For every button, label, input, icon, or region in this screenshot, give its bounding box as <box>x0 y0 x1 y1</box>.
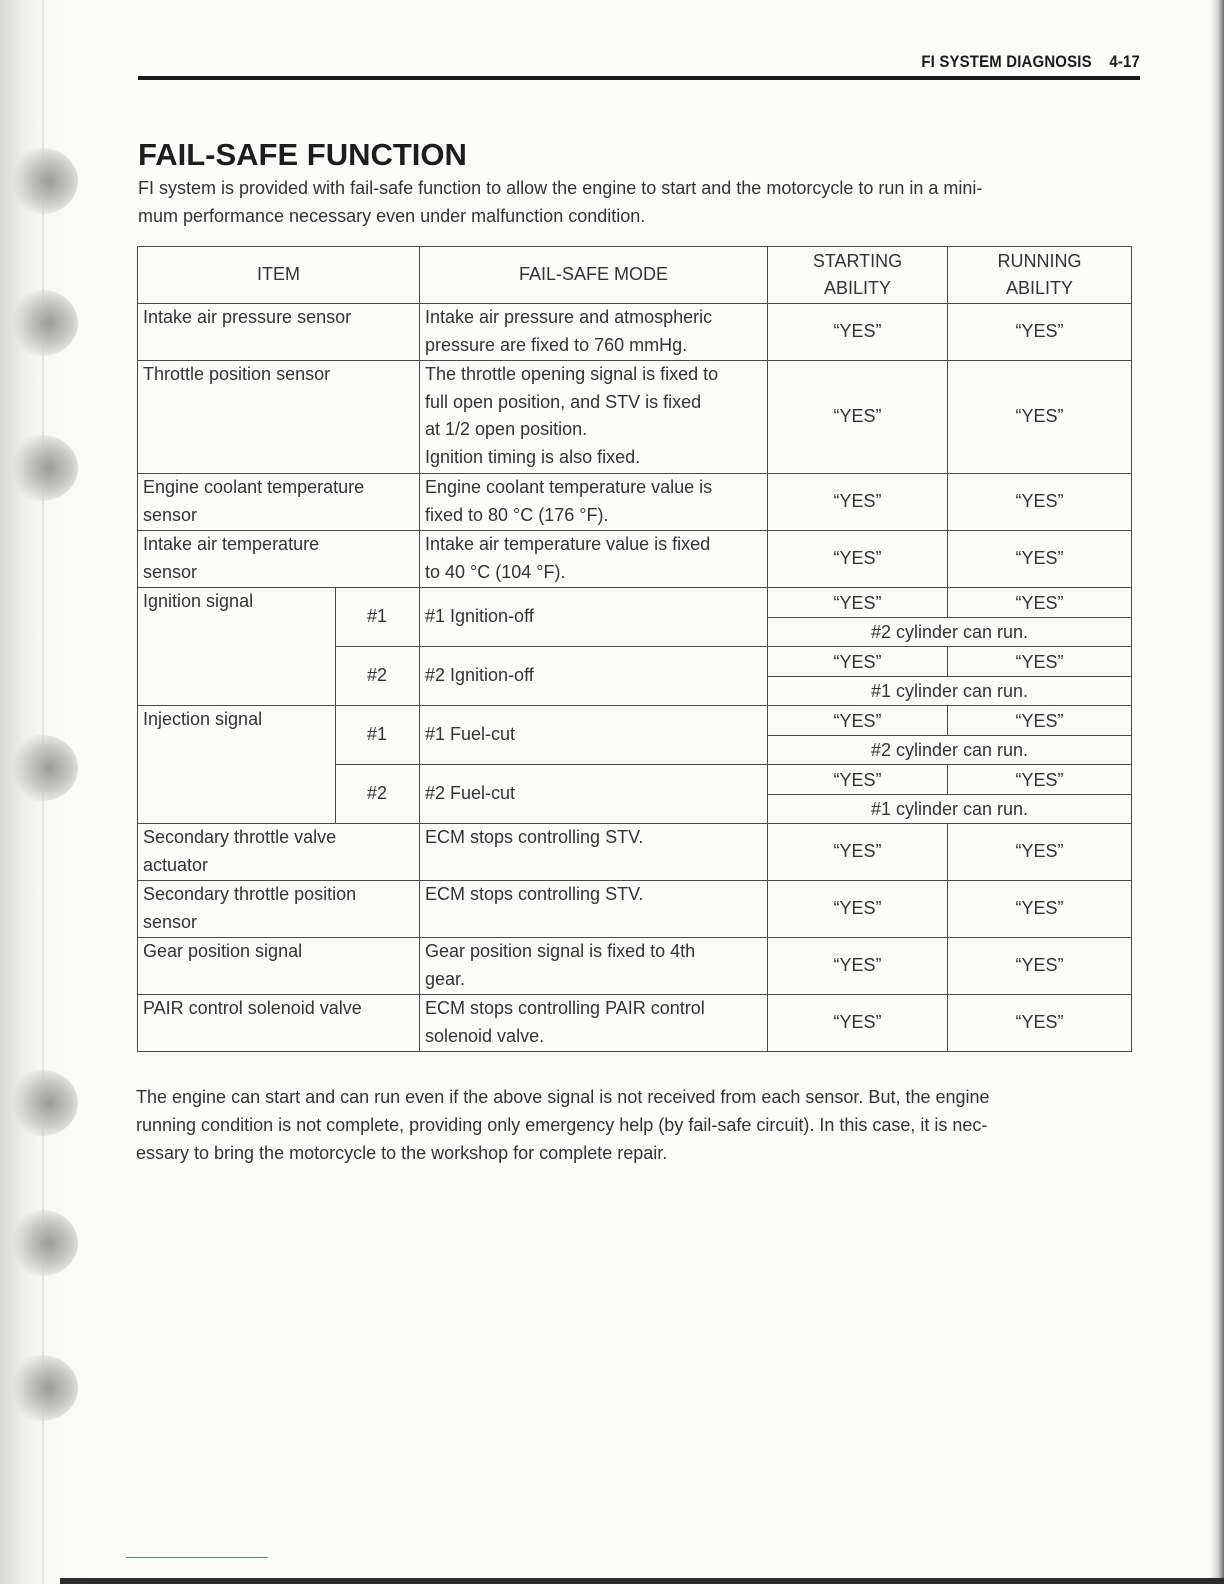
header-running-ability <box>948 247 1132 304</box>
table-row <box>138 588 1132 618</box>
item-cell <box>138 881 420 938</box>
starting-ability-cell: “YES” <box>768 765 948 795</box>
mode-text: pressure are fixed to 760 mmHg. <box>425 334 688 355</box>
mode-text: gear. <box>425 968 466 989</box>
sub-number-cell: #1 <box>336 706 420 765</box>
mode-text: to 40 °C (104 °F). <box>425 561 566 582</box>
running-ability-cell: “YES” <box>948 588 1132 618</box>
mode-text: The throttle opening signal is fixed to <box>425 364 719 384</box>
mode-text: solenoid valve. <box>425 1025 545 1046</box>
mode-cell: #2 Ignition-off <box>420 647 768 706</box>
binder-ring-hole <box>6 435 78 501</box>
mode-cell: #1 Fuel-cut <box>420 706 768 765</box>
mode-cell <box>420 474 768 531</box>
starting-ability-cell: “YES” <box>768 361 948 474</box>
mode-text: ECM stops controlling STV. <box>425 827 644 847</box>
mode-text: ECM stops controlling PAIR control <box>425 998 705 1018</box>
table-row <box>138 361 1132 474</box>
header-section: FI SYSTEM DIAGNOSIS <box>921 52 1092 71</box>
intro-paragraph <box>138 174 1138 230</box>
item-text: PAIR control solenoid valve <box>143 998 362 1018</box>
table-row <box>138 304 1132 361</box>
closing-line: essary to bring the motorcycle to the workshop for complete repair. <box>136 1143 668 1163</box>
starting-ability-cell: “YES” <box>768 824 948 881</box>
mode-cell <box>420 995 768 1052</box>
running-ability-cell: “YES” <box>948 304 1132 361</box>
running-ability-cell: “YES” <box>948 881 1132 938</box>
item-text: Intake air pressure sensor <box>143 307 352 327</box>
header-item: ITEM <box>138 247 420 304</box>
mode-text: Intake air pressure and atmospheric <box>425 307 713 327</box>
intro-line: FI system is provided with fail-safe function to allow the engine to start and the motorcycle to run in a mini- <box>138 178 983 198</box>
item-text: Secondary throttle valve <box>143 827 337 847</box>
mode-text: Ignition timing is also fixed. <box>425 446 641 467</box>
item-cell: Ignition signal <box>138 588 336 706</box>
mode-cell: #2 Fuel-cut <box>420 765 768 824</box>
item-cell <box>138 304 420 361</box>
running-ability-cell: “YES” <box>948 938 1132 995</box>
header-starting-line: ABILITY <box>823 278 892 298</box>
page-bottom-edge <box>60 1578 1224 1584</box>
mode-cell <box>420 531 768 588</box>
item-text: Gear position signal <box>143 941 303 961</box>
closing-line: The engine can start and can run even if the above signal is not received from each sensor. But, the engine <box>136 1087 990 1107</box>
starting-ability-cell: “YES” <box>768 474 948 531</box>
starting-ability-cell: “YES” <box>768 938 948 995</box>
item-text: actuator <box>143 854 209 875</box>
intro-line: mum performance necessary even under malfunction condition. <box>138 206 646 226</box>
closing-paragraph <box>136 1083 1136 1167</box>
cylinder-note-cell: #2 cylinder can run. <box>768 618 1132 647</box>
fail-safe-table <box>137 246 1132 1052</box>
item-cell <box>138 531 420 588</box>
header-starting-ability <box>768 247 948 304</box>
sub-number-cell: #1 <box>336 588 420 647</box>
item-text: sensor <box>143 504 198 525</box>
page-edge-shadow <box>1210 0 1224 1584</box>
item-cell <box>138 474 420 531</box>
running-header <box>258 52 1140 72</box>
binder-ring-hole <box>6 1070 78 1136</box>
table-row <box>138 474 1132 531</box>
starting-ability-cell: “YES” <box>768 588 948 618</box>
running-ability-cell: “YES” <box>948 531 1132 588</box>
item-text: Throttle position sensor <box>143 364 331 384</box>
mode-cell <box>420 304 768 361</box>
running-ability-cell: “YES” <box>948 474 1132 531</box>
mode-cell <box>420 361 768 474</box>
mode-cell <box>420 938 768 995</box>
mode-text: at 1/2 open position. <box>425 419 588 439</box>
running-ability-cell: “YES” <box>948 647 1132 677</box>
table-header-row <box>138 247 1132 304</box>
item-text: sensor <box>143 911 198 932</box>
sub-number-cell: #2 <box>336 647 420 706</box>
item-text: Secondary throttle position <box>143 884 357 904</box>
starting-ability-cell: “YES” <box>768 531 948 588</box>
header-running-line: ABILITY <box>1005 278 1074 298</box>
cylinder-note-cell: #2 cylinder can run. <box>768 736 1132 765</box>
running-ability-cell: “YES” <box>948 706 1132 736</box>
binder-ring-hole <box>6 1355 78 1421</box>
header-rule <box>138 76 1140 80</box>
header-page-number: 4-17 <box>1109 52 1140 71</box>
starting-ability-cell: “YES” <box>768 647 948 677</box>
mode-cell <box>420 881 768 938</box>
mode-cell: #1 Ignition-off <box>420 588 768 647</box>
header-fail-safe-mode: FAIL-SAFE MODE <box>420 247 768 304</box>
item-text: sensor <box>143 561 198 582</box>
mode-cell <box>420 824 768 881</box>
cylinder-note-cell: #1 cylinder can run. <box>768 677 1132 706</box>
sub-number-cell: #2 <box>336 765 420 824</box>
starting-ability-cell: “YES” <box>768 995 948 1052</box>
header-starting-line: STARTING <box>812 250 903 271</box>
running-ability-cell: “YES” <box>948 824 1132 881</box>
starting-ability-cell: “YES” <box>768 706 948 736</box>
running-ability-cell: “YES” <box>948 765 1132 795</box>
item-cell <box>138 995 420 1052</box>
item-cell <box>138 361 420 474</box>
mode-text: ECM stops controlling STV. <box>425 884 644 904</box>
table-row <box>138 706 1132 736</box>
item-cell <box>138 824 420 881</box>
binder-ring-hole <box>6 735 78 801</box>
table-row <box>138 995 1132 1052</box>
table-row <box>138 881 1132 938</box>
item-cell <box>138 938 420 995</box>
footer-mark <box>126 1557 268 1558</box>
mode-text: Engine coolant temperature value is <box>425 477 713 497</box>
page-title: FAIL-SAFE FUNCTION <box>138 137 467 172</box>
mode-text: fixed to 80 °C (176 °F). <box>425 504 609 525</box>
binder-ring-hole <box>6 148 78 214</box>
running-ability-cell: “YES” <box>948 361 1132 474</box>
table-row <box>138 824 1132 881</box>
table-row <box>138 531 1132 588</box>
item-text: Intake air temperature <box>143 534 320 554</box>
header-running-line: RUNNING <box>997 250 1082 271</box>
starting-ability-cell: “YES” <box>768 304 948 361</box>
mode-text: Gear position signal is fixed to 4th <box>425 941 696 961</box>
binder-ring-hole <box>6 1210 78 1276</box>
mode-text: Intake air temperature value is fixed <box>425 534 711 554</box>
table-row <box>138 938 1132 995</box>
running-ability-cell: “YES” <box>948 995 1132 1052</box>
closing-line: running condition is not complete, providing only emergency help (by fail-safe circuit). In this case, it is nec- <box>136 1115 988 1135</box>
starting-ability-cell: “YES” <box>768 881 948 938</box>
binder-ring-hole <box>6 290 78 356</box>
item-text: Engine coolant temperature <box>143 477 365 497</box>
cylinder-note-cell: #1 cylinder can run. <box>768 795 1132 824</box>
mode-text: full open position, and STV is fixed <box>425 391 702 412</box>
item-cell: Injection signal <box>138 706 336 824</box>
